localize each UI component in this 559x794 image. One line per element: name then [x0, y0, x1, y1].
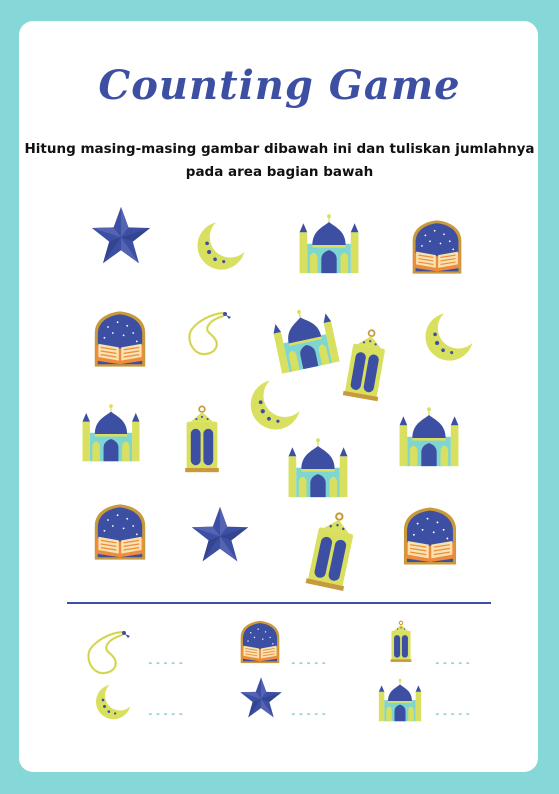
star-icon — [239, 676, 283, 720]
mosque-icon — [80, 403, 142, 465]
crescent-moon-icon — [420, 310, 472, 364]
mosque-icon — [272, 308, 338, 372]
quran-icon — [237, 617, 283, 667]
answer-blank-quran[interactable]: ----- — [290, 656, 329, 669]
mosque-icon — [396, 406, 462, 470]
instruction-line-1: Hitung masing-masing gambar dibawah ini dan tuliskan jumlahnya — [24, 141, 535, 157]
quran-icon — [408, 217, 466, 277]
quran-icon — [90, 500, 150, 564]
mosque-icon — [377, 678, 423, 724]
quran-icon — [399, 504, 461, 568]
instruction-text — [20, 138, 539, 184]
mosque-icon — [297, 212, 361, 278]
crescent-moon-icon — [192, 220, 244, 272]
mosque-icon — [285, 437, 351, 501]
crescent-moon-icon — [245, 378, 299, 432]
divider — [67, 602, 491, 604]
star-icon — [189, 505, 251, 565]
crescent-moon-icon — [92, 682, 130, 722]
instruction-line-2: pada area bagian bawah — [185, 164, 374, 180]
quran-icon — [90, 307, 150, 371]
star-icon — [90, 205, 152, 267]
lantern-icon — [181, 400, 223, 480]
answer-blank-mosque[interactable]: ----- — [434, 707, 473, 720]
prayer-beads-icon — [185, 306, 235, 362]
prayer-beads-icon — [84, 625, 134, 681]
answer-blank-star[interactable]: ----- — [290, 707, 329, 720]
answer-blank-beads[interactable]: ----- — [147, 656, 186, 669]
lantern-icon — [388, 615, 414, 669]
answer-blank-lantern[interactable]: ----- — [434, 656, 473, 669]
answer-blank-moon[interactable]: ----- — [147, 707, 186, 720]
lantern-icon — [308, 505, 356, 597]
lantern-icon — [344, 324, 388, 406]
page-title: Counting Game — [98, 62, 461, 109]
